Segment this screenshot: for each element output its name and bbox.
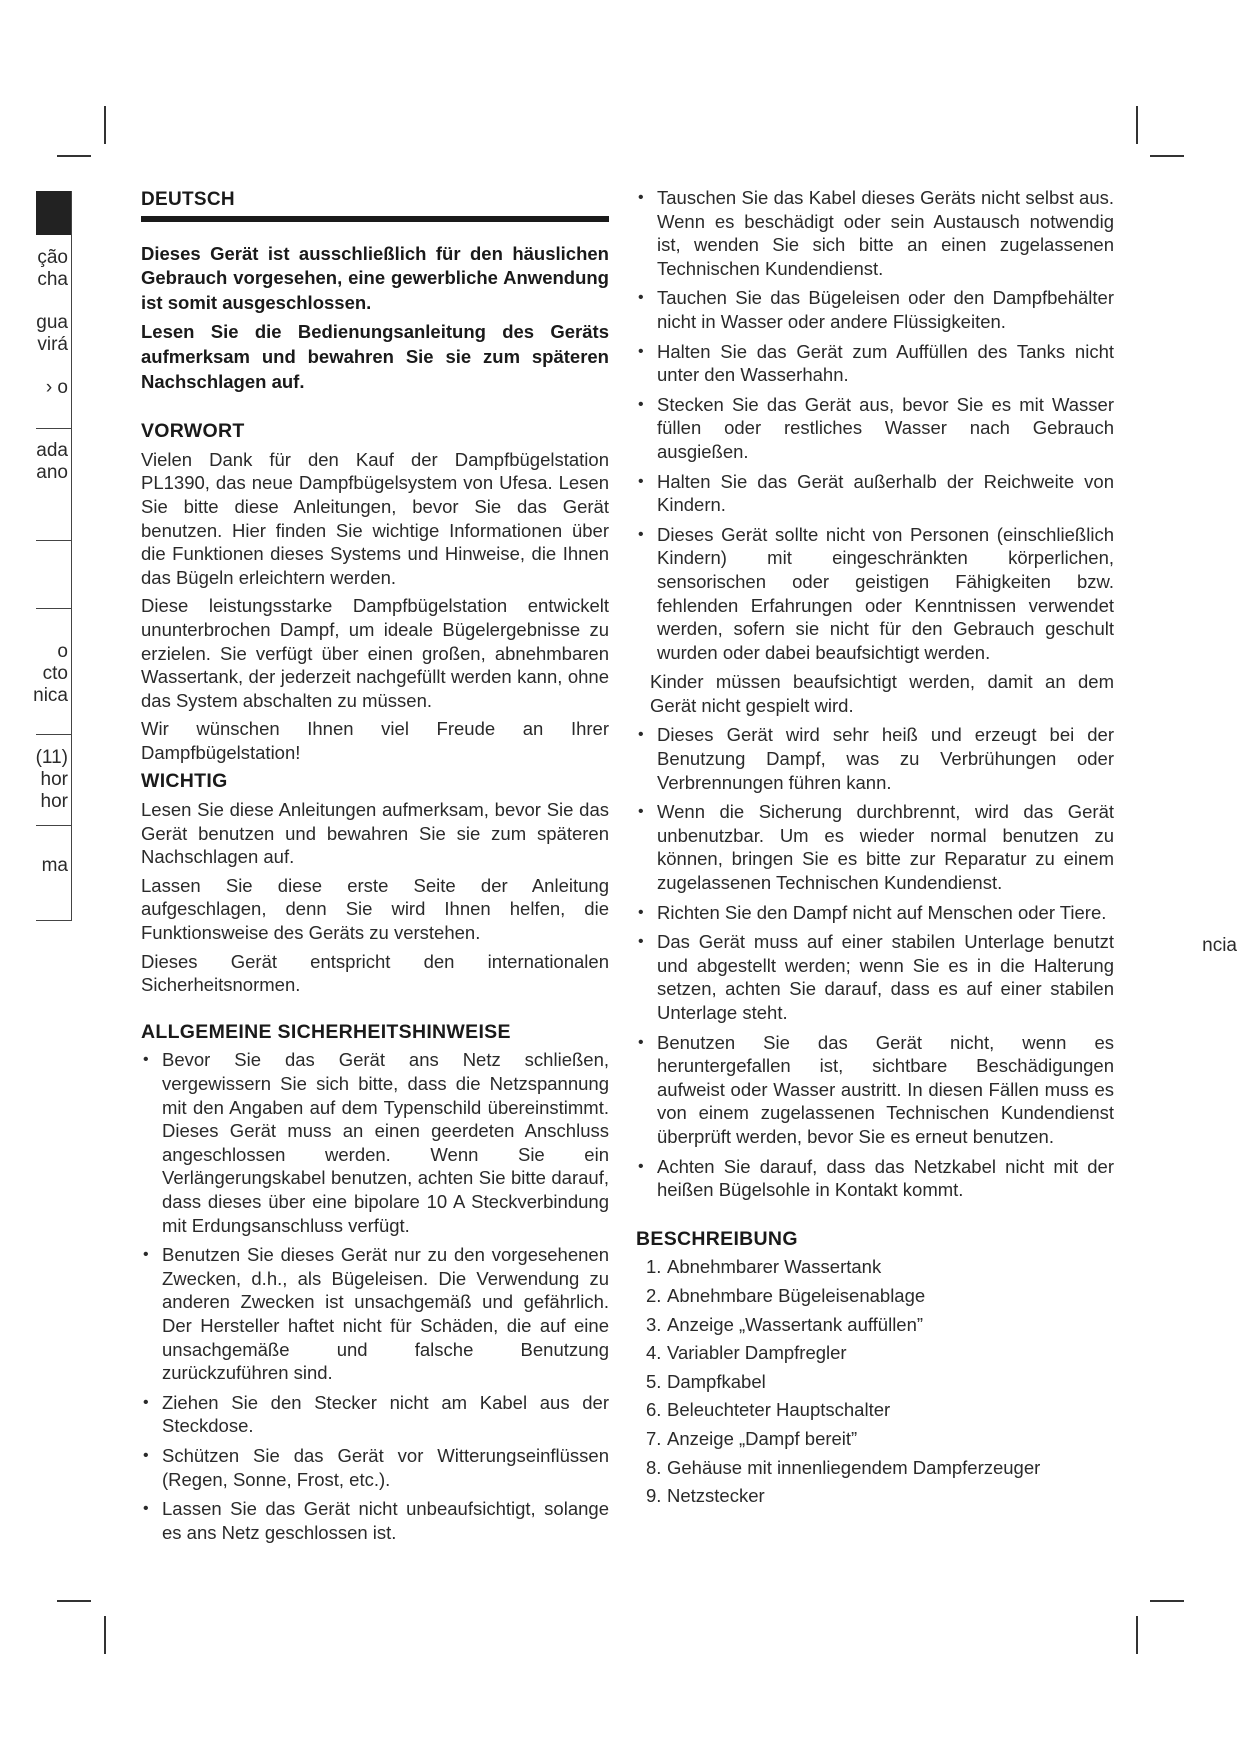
left-column [141,188,609,1550]
safety-item-text: Benutzen Sie das Gerät nicht, wenn es heruntergefallen ist, sichtbare Beschädigungen aufweist oder Wasser austritt. In diesen Fällen muss es von einem zugelassenen Technischen Kundendienst überprüft werden, bevor Sie es erneut benutzen. [657,1031,1114,1147]
strip-fragment: cto [42,663,68,684]
list-item [646,1284,1114,1308]
language-heading: DEUTSCH [141,189,235,210]
strip-fragment: ano [36,462,68,483]
bullet-icon: • [638,525,644,543]
safety-item-text: Dieses Gerät sollte nicht von Personen (einschließlich Kindern) mit eingeschränkten körperlichen, sensorischen oder geistigen Fähigkeiten bzw. fehlenden Erfahrungen oder Kenntnissen verwendet werden, sofern sie nicht für den Gebrauch geschult wurden oder dabei beaufsichtigt werden. [657,523,1114,663]
list-item [636,930,1114,1024]
list-item [636,186,1114,280]
section-title-safety: ALLGEMEINE SICHERHEITSHINWEISE [141,1020,511,1043]
strip-rule [36,540,72,541]
strip-rule [36,734,72,735]
vorwort-paragraph: Vielen Dank für den Kauf der Dampfbügelstation PL1390, das neue Dampfbügelsystem von Ufesa. Lesen Sie bitte diese Anleitungen, bevor Sie das Gerät benutzen. Hier finden Sie wichtige Informationen über die Funktionen dieses Systems und Hinweise, die Ihnen das Bügeln erleichtern werden. [141,448,609,588]
item-number: 5. [646,1370,662,1392]
crop-mark-bottom-left-h [57,1600,91,1602]
item-text: Variabler Dampfregler [667,1342,847,1364]
crop-mark-top-right-h [1150,155,1184,157]
strip-fragment: ncia [1202,935,1237,956]
wichtig-paragraph: Lassen Sie diese erste Seite der Anleitung aufgeschlagen, denn Sie wird Ihnen helfen, die Funktionsweise des Geräts zu verstehen. [141,874,609,944]
safety-item-text: Achten Sie darauf, dass das Netzkabel nicht mit der heißen Bügelsohle in Kontakt kommt. [657,1155,1114,1201]
safety-item-text: Bevor Sie das Gerät ans Netz schließen, vergewissern Sie sich bitte, dass die Netzspannung mit den Angaben auf dem Typenschild übereinstimmt. Dieses Gerät muss an einen geerdeten Anschluss angeschlossen werden. Wenn Sie ein Verlängerungskabel benutzen, achten Sie bitte darauf, dass dieses über eine bipolare 10 A Steckverbindung mit Erdungsanschluss verfügt. [162,1049,609,1236]
item-text: Abnehmbare Bügeleisenablage [667,1284,926,1306]
child-supervision-note: Kinder müssen beaufsichtigt werden, damit an dem Gerät nicht gespielt wird. [650,671,1114,716]
safety-item-text: Das Gerät muss auf einer stabilen Unterlage benutzt und abgestellt werden; wenn Sie es in die Halterung setzen, achten Sie darauf, dass es auf einer stabilen Unterlage steht. [657,931,1114,1023]
bullet-icon: • [143,1446,149,1464]
safety-item-text: Stecken Sie das Gerät aus, bevor Sie es mit Wasser füllen oder restliches Wasser nach Gebrauch ausgießen. [657,393,1114,462]
safety-item-text: Wenn die Sicherung durchbrennt, wird das Gerät unbenutzbar. Um es wieder normal benutzen zu können, bringen Sie es bitte zur Reparatur zu einem zugelassenen Technischen Kundendienst. [657,801,1114,894]
safety-item-text: Tauschen Sie das Kabel dieses Geräts nicht selbst aus. Wenn es beschädigt oder sein Austausch notwendig ist, wenden Sie sich bitte an einen zugelassenen Technischen Kundendienst. [657,187,1114,279]
strip-rule [36,608,72,609]
item-number: 7. [646,1427,662,1449]
strip-rule [36,920,72,921]
description-list [636,1255,1114,1507]
item-number: 3. [646,1313,662,1335]
intro-bold-paragraph: Lesen Sie die Bedienungsanleitung des Geräts aufmerksam und bewahren Sie sie zum späteren Nachschlagen auf. [141,321,609,392]
bullet-icon: • [143,1246,149,1264]
bullet-icon: • [638,903,644,921]
crop-mark-top-right-v [1136,106,1138,144]
bullet-icon: • [638,189,644,206]
strip-fragment: hor [40,791,68,812]
strip-fragment: (11) [35,747,68,768]
strip-fragment: ção [37,247,68,268]
section-title-vorwort: VORWORT [141,420,245,443]
bullet-icon: • [638,726,644,744]
safety-item-text: Ziehen Sie den Stecker nicht am Kabel aus der Steckdose. [162,1391,609,1437]
strip-fragment: virá [37,334,68,355]
list-item [636,1031,1114,1149]
list-item [636,800,1114,894]
item-number: 9. [646,1485,662,1507]
bullet-icon: • [638,1157,644,1175]
list-item [636,723,1114,794]
list-item [141,1497,609,1544]
strip-rule [36,825,72,826]
item-text: Abnehmbarer Wassertank [667,1256,882,1278]
list-item [636,1155,1114,1202]
bullet-icon: • [638,395,644,413]
safety-item-text: Schützen Sie das Gerät vor Witterungseinflüssen (Regen, Sonne, Frost, etc.). [162,1444,609,1490]
safety-item-text: Halten Sie das Gerät außerhalb der Reichweite von Kindern. [657,470,1114,516]
list-item [636,523,1114,665]
language-heading-rule [141,216,609,222]
list-item [636,901,1114,925]
strip-fragment: ada [36,440,68,461]
safety-item-text: Richten Sie den Dampf nicht auf Menschen oder Tiere. [657,901,1107,923]
vorwort-paragraph: Diese leistungsstarke Dampfbügelstation entwickelt ununterbrochen Dampf, um ideale Bügelergebnisse zu erzielen. Sie verfügt über einen großen, abnehmbaren Wassertank, der jederzeit nachgefüllt werden kann, ohne das System abschalten zu müssen. [141,595,609,711]
wichtig-paragraph: Dieses Gerät entspricht den internationalen Sicherheitsnormen. [141,950,609,996]
list-item [646,1341,1114,1365]
bullet-icon: • [638,1033,644,1051]
section-title-beschreibung: BESCHREIBUNG [636,1227,798,1250]
bullet-icon: • [143,1051,149,1069]
item-text: Gehäuse mit innenliegendem Dampferzeuger [667,1456,1041,1478]
list-item [646,1313,1114,1337]
strip-black-block [36,191,72,235]
list-item [646,1370,1114,1394]
list-item [141,1243,609,1385]
bullet-icon: • [143,1393,149,1411]
strip-fragment: ma [41,855,68,876]
item-text: Netzstecker [667,1485,765,1507]
crop-mark-bottom-right-v [1136,1616,1138,1654]
bullet-icon: • [143,1500,149,1518]
adjacent-page-strip [33,191,72,921]
strip-fragment: nica [33,685,68,706]
item-number: 8. [646,1456,662,1478]
crop-mark-bottom-right-h [1150,1600,1184,1602]
list-item [646,1484,1114,1508]
item-text: Anzeige „Wassertank auffüllen” [667,1313,924,1335]
wichtig-paragraph: Lesen Sie diese Anleitungen aufmerksam, bevor Sie das Gerät benutzen und bewahren Sie sie zum späteren Nachschlagen auf. [141,799,609,868]
safety-list-continued-b [636,723,1114,1201]
list-item [646,1398,1114,1422]
strip-fragment: o [57,641,68,662]
list-item [646,1427,1114,1451]
item-text: Beleuchteter Hauptschalter [667,1399,891,1421]
strip-rule [36,428,72,429]
list-item [141,1048,609,1237]
crop-mark-top-left-h [57,155,91,157]
safety-item-text: Lassen Sie das Gerät nicht unbeaufsichtigt, solange es ans Netz geschlossen ist. [162,1498,609,1543]
item-number: 4. [646,1342,662,1364]
bullet-icon: • [638,289,644,307]
section-title-wichtig: WICHTIG [141,770,228,793]
safety-item-text: Benutzen Sie dieses Gerät nur zu den vorgesehenen Zwecken, d.h., als Bügeleisen. Die Verwendung zu anderen Zwecken ist unsachgemäß und gefährlich. Der Hersteller haftet nicht für Schäden, die auf eine unsachgemäße und falsche Benutzung zurückzuführen sind. [162,1244,609,1384]
list-item [636,393,1114,464]
item-number: 1. [646,1256,662,1278]
bullet-icon: • [638,342,644,360]
intro-bold-paragraph: Dieses Gerät ist ausschließlich für den häuslichen Gebrauch vorgesehen, eine gewerbliche Anwendung ist somit ausgeschlossen. [141,242,609,313]
list-item [646,1456,1114,1480]
strip-fragment: cha [37,269,68,290]
safety-list [141,1048,609,1544]
safety-item-text: Tauchen Sie das Bügeleisen oder den Dampfbehälter nicht in Wasser oder andere Flüssigkeiten. [657,287,1114,332]
strip-vertical-rule [71,191,72,921]
item-number: 2. [646,1284,662,1306]
bullet-icon: • [638,803,644,821]
list-item [141,1444,609,1491]
safety-item-text: Halten Sie das Gerät zum Auffüllen des Tanks nicht unter den Wasserhahn. [657,340,1114,386]
strip-fragment: › o [45,377,68,398]
right-column [636,186,1114,1513]
bullet-icon: • [638,472,644,490]
list-item [636,286,1114,333]
safety-item-text: Dieses Gerät wird sehr heiß und erzeugt bei der Benutzung Dampf, was zu Verbrühungen oder Verbrennungen führen kann. [657,724,1114,793]
crop-mark-top-left-v [104,106,106,144]
strip-fragment: hor [40,769,68,790]
item-number: 6. [646,1399,662,1421]
strip-fragment: gua [36,312,68,333]
item-text: Anzeige „Dampf bereit” [667,1427,858,1449]
safety-list-continued [636,186,1114,664]
list-item [141,1391,609,1438]
list-item [636,470,1114,517]
vorwort-paragraph: Wir wünschen Ihnen viel Freude an Ihrer Dampfbügelstation! [141,718,609,763]
bullet-icon: • [638,933,644,951]
item-text: Dampfkabel [667,1370,766,1392]
list-item [636,340,1114,387]
list-item [646,1255,1114,1279]
crop-mark-bottom-left-v [104,1616,106,1654]
